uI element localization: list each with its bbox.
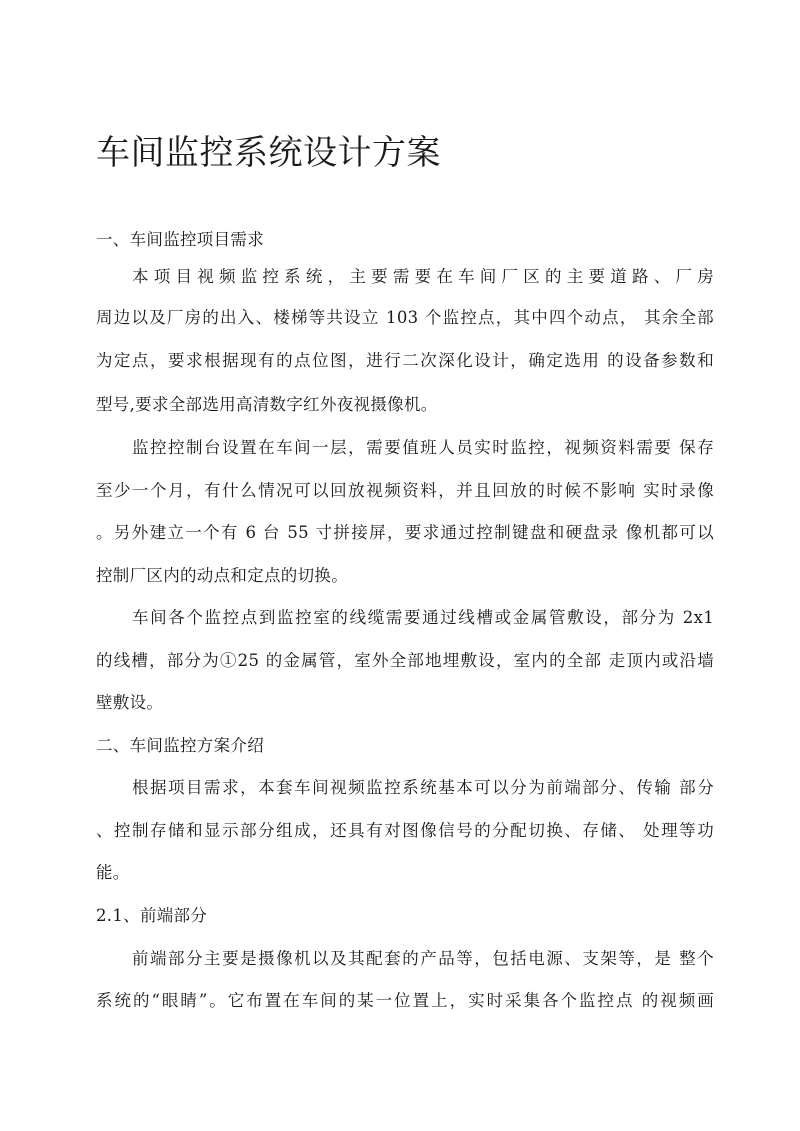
section-heading: 2.1、前端部分 [96,906,208,925]
paragraph-line: 至少一个月，有什么情况可以回放视频资料，并且回放的时候不影响 实时录像 [96,481,714,500]
paragraph-line: 、控制存储和显示部分组成，还具有对图像信号的分配切换、存储、 处理等功 [96,821,714,840]
paragraph-line: 前端部分主要是摄像机以及其配套的产品等，包括电源、支架等，是 整个 [132,949,714,968]
paragraph-line: 系统的“眼睛”。它布置在车间的某一位置上，实时采集各个监控点 的视频画 [96,991,714,1010]
paragraph-line: 车间各个监控点到监控室的线缆需要通过线槽或金属管敷设，部分为 2x1 [132,608,714,627]
paragraph-line: 周边以及厂房的出入、楼梯等共设立 103 个监控点，其中四个动点， 其余全部 [96,308,714,327]
paragraph-line: 为定点，要求根据现有的点位图，进行二次深化设计，确定选用 的设备参数和 [96,351,714,370]
section-heading: 二、车间监控方案介绍 [96,736,264,755]
paragraph-line: 根据项目需求，本套车间视频监控系统基本可以分为前端部分、传输 部分 [132,778,714,797]
paragraph-line: 型号,要求全部选用高清数字红外夜视摄像机。 [96,395,438,414]
section-heading: 一、车间监控项目需求 [96,230,264,249]
paragraph-line: 。另外建立一个有 6 台 55 寸拼接屏，要求通过控制键盘和硬盘录 像机都可以 [96,523,714,542]
paragraph-line: 能。 [96,863,130,882]
paragraph-line: 监控控制台设置在车间一层，需要值班人员实时监控，视频资料需要 保存 [132,438,714,457]
paragraph-line: 本项目视频监控系统，主要需要在车间厂区的主要道路、厂房 [132,267,714,286]
document-title: 车间监控系统设计方案 [96,133,441,173]
paragraph-line: 控制厂区内的动点和定点的切换。 [96,566,348,585]
paragraph-line: 的线槽，部分为①25 的金属管，室外全部地埋敷设，室内的全部 走顶内或沿墙 [96,651,714,670]
paragraph-line: 壁敷设。 [96,693,164,712]
